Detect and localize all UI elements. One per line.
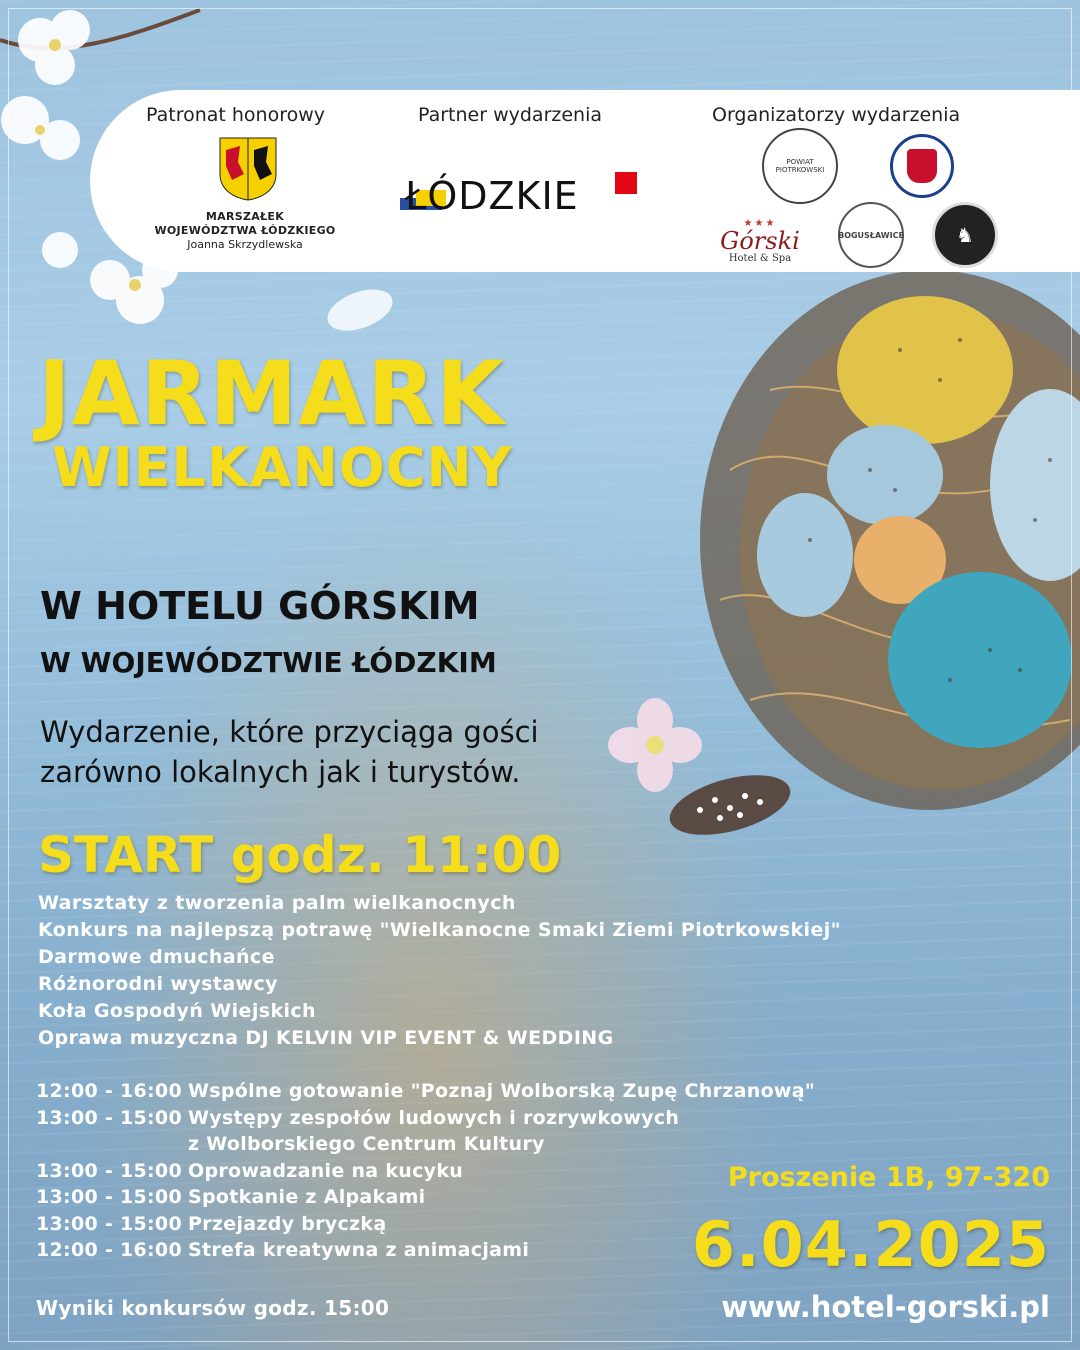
schedule-item <box>36 1105 815 1132</box>
easter-eggs-nest-icon <box>690 270 1080 830</box>
description-line-2: zarówno lokalnych jak i turystów. <box>40 755 521 789</box>
schedule-time: 13:00 - 15:00 <box>36 1159 182 1182</box>
venue-line-2: W WOJEWÓDZTWIE ŁÓDZKIM <box>40 646 497 679</box>
horse-rider-logo-icon: ♞ <box>932 202 998 268</box>
boguslawice-logo <box>838 202 904 268</box>
attraction-item: Różnorodni wystawcy <box>38 973 278 995</box>
attraction-item: Konkurs na najlepszą potrawę "Wielkanocne Smaki Ziemi Piotrkowskiej" <box>38 919 841 941</box>
schedule-label: z Wolborskiego Centrum Kultury <box>188 1133 545 1155</box>
description-line-1: Wydarzenie, które przyciąga gości <box>40 715 539 749</box>
schedule-label: Występy zespołów ludowych i rozrywkowych <box>188 1106 680 1129</box>
schedule-time: 12:00 - 16:00 <box>36 1239 182 1261</box>
gorski-logo-sub: Hotel & Spa <box>728 253 792 264</box>
attraction-item: Oprawa muzyczna DJ KELVIN VIP EVENT & WEDDING <box>38 1027 614 1049</box>
boguslawice-logo-text: BOGUSŁAWICE <box>838 230 904 240</box>
wolborz-logo <box>890 134 954 198</box>
powiat-piotrkowski-logo <box>762 128 838 204</box>
schedule-label: Przejazdy bryczką <box>188 1212 387 1235</box>
attraction-item: Koła Gospodyń Wiejskich <box>38 1000 316 1022</box>
event-date: 6.04.2025 <box>691 1208 1050 1281</box>
schedule-item-continuation <box>36 1131 815 1158</box>
partner-title: Partner wydarzenia <box>418 104 603 126</box>
schedule-label: Spotkanie z Alpakami <box>188 1186 426 1208</box>
lodzkie-logo <box>400 172 650 220</box>
schedule-time: 13:00 - 15:00 <box>36 1106 182 1129</box>
powiat-logo-text: POWIAT PIOTRKOWSKI <box>775 158 825 174</box>
schedule-time: 13:00 - 15:00 <box>36 1186 182 1208</box>
schedule-label: Strefa kreatywna z animacjami <box>188 1239 530 1261</box>
schedule-label: Oprowadzanie na kucyku <box>188 1159 464 1182</box>
event-title-line-1: JARMARK <box>38 342 506 445</box>
lodzkie-crest-icon <box>218 136 278 202</box>
attractions-list <box>38 890 841 1052</box>
patron-line-3: Joanna Skrzydlewska <box>187 238 303 251</box>
patron-caption <box>140 210 350 252</box>
attraction-item: Darmowe dmuchańce <box>38 946 275 968</box>
start-time: START godz. 11:00 <box>38 826 562 884</box>
event-description <box>40 712 539 792</box>
attraction-item: Warsztaty z tworzenia palm wielkanocnych <box>38 892 516 914</box>
schedule-time: 13:00 - 15:00 <box>36 1212 182 1235</box>
schedule-time: 12:00 - 16:00 <box>36 1080 182 1102</box>
patron-line-2: WOJEWÓDZTWA ŁÓDZKIEGO <box>154 224 336 237</box>
lodzkie-red-square <box>615 172 637 194</box>
website-link[interactable]: www.hotel-gorski.pl <box>721 1290 1050 1324</box>
sponsors-header <box>90 90 1080 272</box>
lodzkie-logo-text: ŁÓDZKIE <box>405 174 579 218</box>
gorski-hotel-logo <box>710 218 810 264</box>
results-time: Wyniki konkursów godz. 15:00 <box>36 1296 390 1320</box>
event-address: Proszenie 1B, 97-320 <box>727 1162 1050 1193</box>
organizers-title: Organizatorzy wydarzenia <box>712 104 961 126</box>
patron-line-1: MARSZAŁEK <box>205 210 285 223</box>
patron-title: Patronat honorowy <box>146 104 326 126</box>
wolborz-crest-icon <box>907 149 937 183</box>
event-title-line-2: WIELKANOCNY <box>52 436 513 499</box>
gorski-logo-name: Górski <box>720 227 800 255</box>
blossom-petal-icon <box>320 280 400 340</box>
venue-line-1: W HOTELU GÓRSKIM <box>40 584 480 628</box>
stars-icon: ★★★ <box>743 218 777 229</box>
schedule-item <box>36 1078 815 1105</box>
schedule-label: Wspólne gotowanie "Poznaj Wolborską Zupę Chrzanową" <box>188 1080 816 1102</box>
